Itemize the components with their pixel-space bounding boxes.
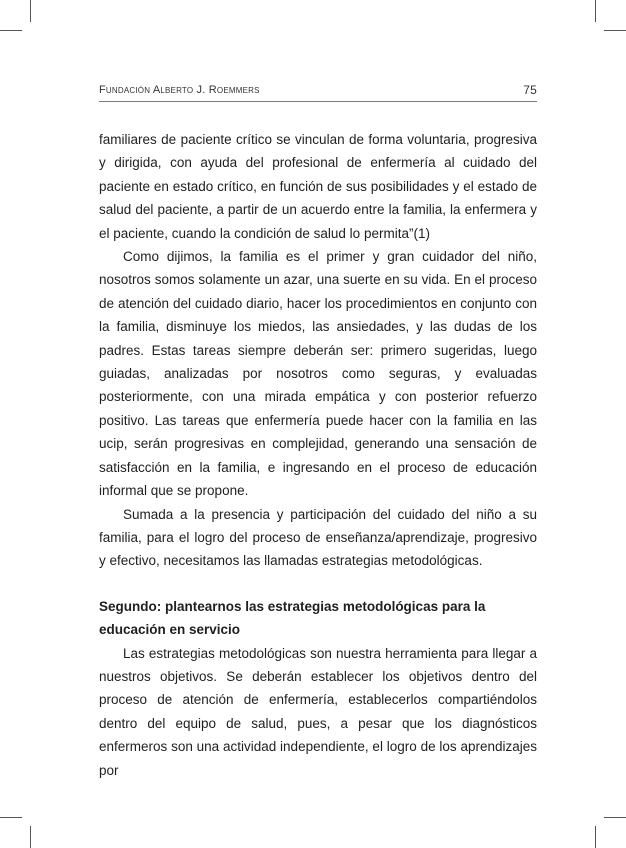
crop-mark-bottom-right [595,826,596,848]
paragraph: Las estrategias metodológicas son nuestra herramienta para llegar a nuestros objetivos. Se deberán establecer los objetivos dentro del proceso de atención de enfermería, establecerlos compartiéndolos dentro del equipo de salud, pues, a pesar que los diagnósticos enfermeros son una actividad independiente, el logro de los aprendizajes por [99,645,537,778]
crop-mark-top-right-h [604,30,626,31]
page-number: 75 [523,83,537,97]
body-text [99,128,537,782]
crop-mark-top-right [595,0,596,22]
section-heading: Segundo: plantearnos las estrategias metodológicas para la educación en servicio [99,598,486,638]
running-head [99,83,537,102]
crop-mark-top-left [30,0,31,22]
crop-mark-bottom-right-h [604,817,626,818]
crop-mark-bottom-left [30,826,31,848]
crop-mark-bottom-left-h [0,817,22,818]
paragraph: Como dijimos, la familia es el primer y gran cuidador del niño, nosotros somos solamente un azar, una suerte en su vida. En el proceso de atención del cuidado diario, hacer los procedimientos en conjunto con la familia, disminuye los miedos, las ansiedades, y las dudas de los padres. Estas tareas siempre deberán ser: primero sugeridas, luego guiadas, analizadas por nosotros como seguras, y evaluadas posteriormente, con una mirada empática y con posterior refuerzo positivo. Las tareas que enfermería puede hacer con la familia en las ucip, serán progresivas en complejidad, generando una sensación de satisfacción en la familia, e ingresando en el proceso de educación informal que se propone. [99,249,537,499]
paragraph: familiares de paciente crítico se vinculan de forma voluntaria, progresiva y dirigida, con ayuda del profesional de enfermería al cuidado del paciente en estado crítico, en función de sus posibilidades y el estado de salud del paciente, a partir de un acuerdo entre la familia, la enfermera y el paciente, cuando la condición de salud lo permita”(1) [99,132,537,241]
running-head-title: Fundación Alberto J. Roemmers [99,84,260,96]
crop-mark-top-left-h [0,30,22,31]
paragraph: Sumada a la presencia y participación del cuidado del niño a su familia, para el logro del proceso de enseñanza/aprendizaje, progresivo y efectivo, necesitamos las llamadas estrategias metodológicas. [99,506,537,569]
